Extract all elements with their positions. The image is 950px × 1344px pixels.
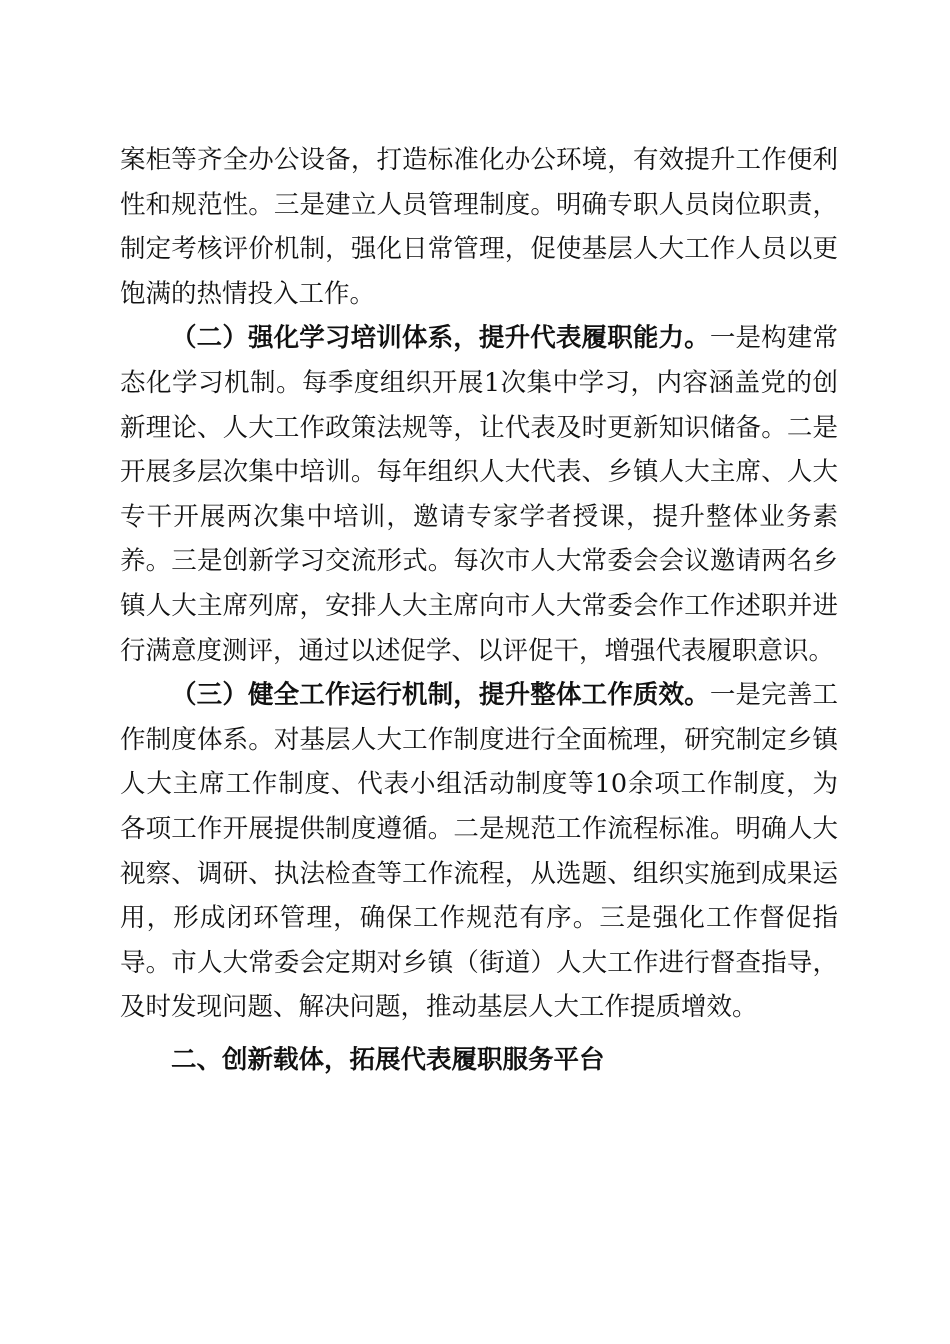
paragraph-text: 案柜等齐全办公设备，打造标准化办公环境，有效提升工作便利性和规范性。三是建立人员管理制度。明确专职人员岗位职责，制定考核评价机制，强化日常管理，促使基层人大工作人员以更饱满的热情投入工作。 <box>120 145 838 309</box>
paragraph-lead-heading: （二）强化学习培训体系，提升代表履职能力。 <box>171 323 710 354</box>
paragraph-work-mechanism <box>120 673 838 1030</box>
paragraph-lead-heading: （三）健全工作运行机制，提升整体工作质效。 <box>171 680 710 711</box>
section-heading: 二、创新载体，拓展代表履职服务平台 <box>171 1044 605 1075</box>
document-page <box>120 138 838 1082</box>
paragraph-text: 一是完善工作制度体系。对基层人大工作制度进行全面梳理，研究制定乡镇人大主席工作制度、代表小组活动制度等10余项工作制度，为各项工作开展提供制度遵循。二是规范工作流程标准。明确人大视察、调研、执法检查等工作流程，从选题、组织实施到成果运用，形成闭环管理，确保工作规范有序。三是强化工作督促指导。市人大常委会定期对乡镇（街道）人大工作进行督查指导，及时发现问题、解决问题，推动基层人大工作提质增效。 <box>120 680 838 1023</box>
paragraph-study-training <box>120 316 838 673</box>
paragraph-continuation <box>120 138 838 316</box>
paragraph-text: 一是构建常态化学习机制。每季度组织开展1次集中学习，内容涵盖党的创新理论、人大工作政策法规等，让代表及时更新知识储备。二是开展多层次集中培训。每年组织人大代表、乡镇人大主席、人大专干开展两次集中培训，邀请专家学者授课，提升整体业务素养。三是创新学习交流形式。每次市人大常委会会议邀请两名乡镇人大主席列席，安排人大主席向市人大常委会作工作述职并进行满意度测评，通过以述促学、以评促干，增强代表履职意识。 <box>120 323 838 666</box>
